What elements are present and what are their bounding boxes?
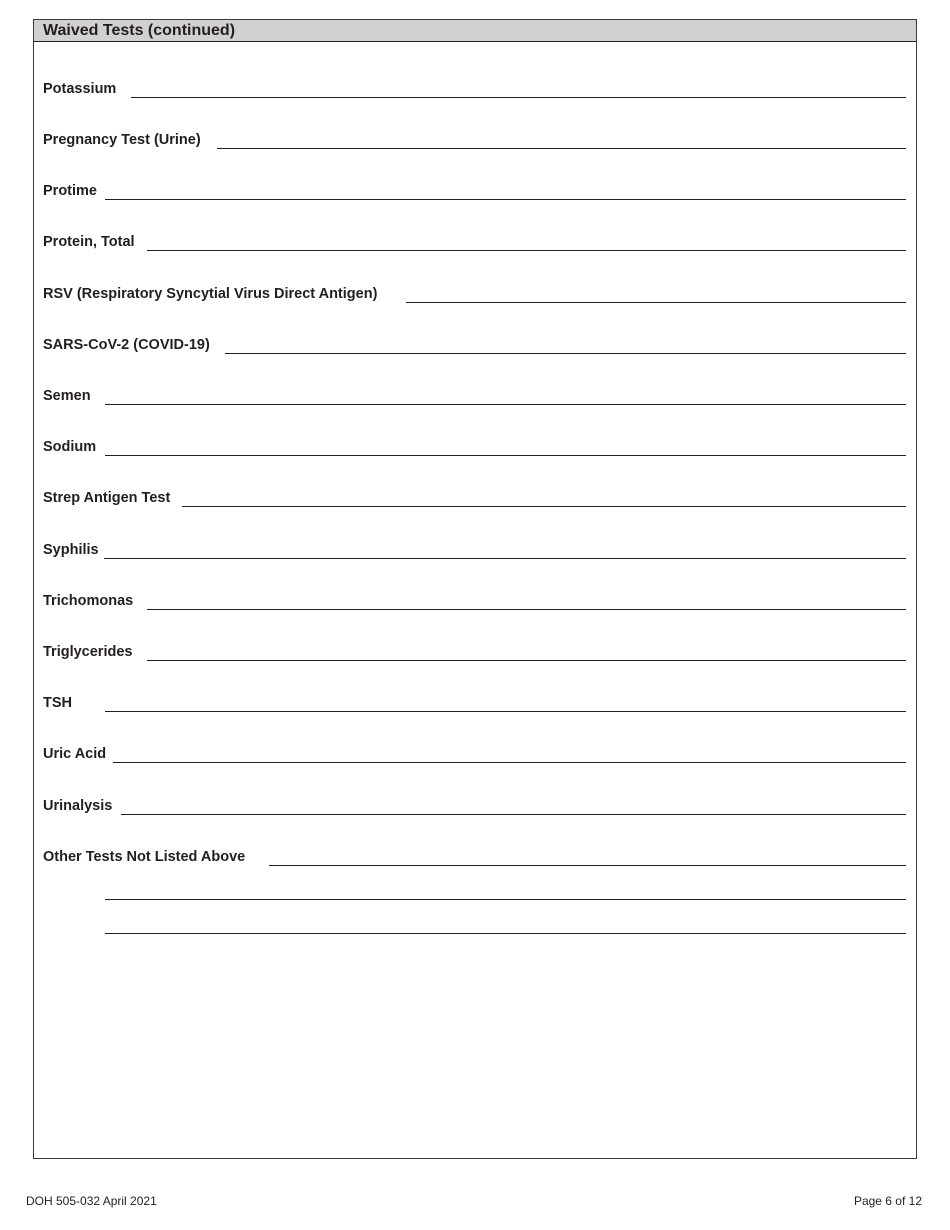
test-row-sars-cov-2 — [34, 333, 916, 357]
test-entry-line[interactable] — [269, 865, 906, 866]
test-label: Urinalysis — [43, 798, 113, 814]
test-label: Potassium — [43, 81, 117, 97]
test-row-trichomonas — [34, 589, 916, 613]
test-label: TSH — [43, 695, 72, 711]
test-label: RSV (Respiratory Syncytial Virus Direct Antigen) — [43, 286, 378, 302]
test-label: Syphilis — [43, 542, 99, 558]
test-entry-line[interactable] — [147, 660, 906, 661]
test-label: Pregnancy Test (Urine) — [43, 132, 201, 148]
test-label: Semen — [43, 388, 91, 404]
test-label: Other Tests Not Listed Above — [43, 849, 246, 865]
test-label: Protime — [43, 183, 97, 199]
test-row-uric-acid — [34, 742, 916, 766]
test-entry-line[interactable] — [121, 814, 906, 815]
test-entry-line[interactable] — [225, 353, 906, 354]
test-row-sodium — [34, 435, 916, 459]
test-label: Uric Acid — [43, 746, 107, 762]
test-row-protein-total — [34, 230, 916, 254]
test-entry-line[interactable] — [105, 455, 906, 456]
test-label: Strep Antigen Test — [43, 490, 171, 506]
other-tests-extra-line[interactable] — [105, 933, 906, 934]
test-entry-line[interactable] — [147, 609, 906, 610]
test-entry-line[interactable] — [113, 762, 906, 763]
test-label: Trichomonas — [43, 593, 134, 609]
waived-tests-form — [33, 19, 917, 1159]
test-label: Sodium — [43, 439, 97, 455]
test-row-protime — [34, 179, 916, 203]
test-row-rsv — [34, 282, 916, 306]
test-row-other-tests — [34, 845, 916, 869]
test-entry-line[interactable] — [104, 558, 906, 559]
test-row-urinalysis — [34, 794, 916, 818]
test-row-pregnancy — [34, 128, 916, 152]
page-number: Page 6 of 12 — [853, 1194, 922, 1208]
test-entry-line[interactable] — [217, 148, 906, 149]
section-header — [34, 20, 916, 42]
test-entry-line[interactable] — [105, 711, 906, 712]
test-row-potassium — [34, 77, 916, 101]
test-row-triglycerides — [34, 640, 916, 664]
form-id: DOH 505-032 April 2021 — [26, 1194, 157, 1208]
test-label: Triglycerides — [43, 644, 133, 660]
test-entry-line[interactable] — [105, 199, 906, 200]
test-entry-line[interactable] — [147, 250, 906, 251]
test-entry-line[interactable] — [105, 404, 906, 405]
other-tests-extra-row — [34, 913, 916, 937]
test-row-tsh — [34, 691, 916, 715]
other-tests-extra-line[interactable] — [105, 899, 906, 900]
test-label: Protein, Total — [43, 234, 135, 250]
test-entry-line[interactable] — [406, 302, 906, 303]
test-entry-line[interactable] — [182, 506, 906, 507]
test-row-semen — [34, 384, 916, 408]
test-entry-line[interactable] — [131, 97, 906, 98]
test-label: SARS-CoV-2 (COVID-19) — [43, 337, 210, 353]
test-row-syphilis — [34, 538, 916, 562]
other-tests-extra-row — [34, 879, 916, 903]
section-title: Waived Tests (continued) — [43, 22, 236, 39]
test-row-strep-antigen — [34, 486, 916, 510]
